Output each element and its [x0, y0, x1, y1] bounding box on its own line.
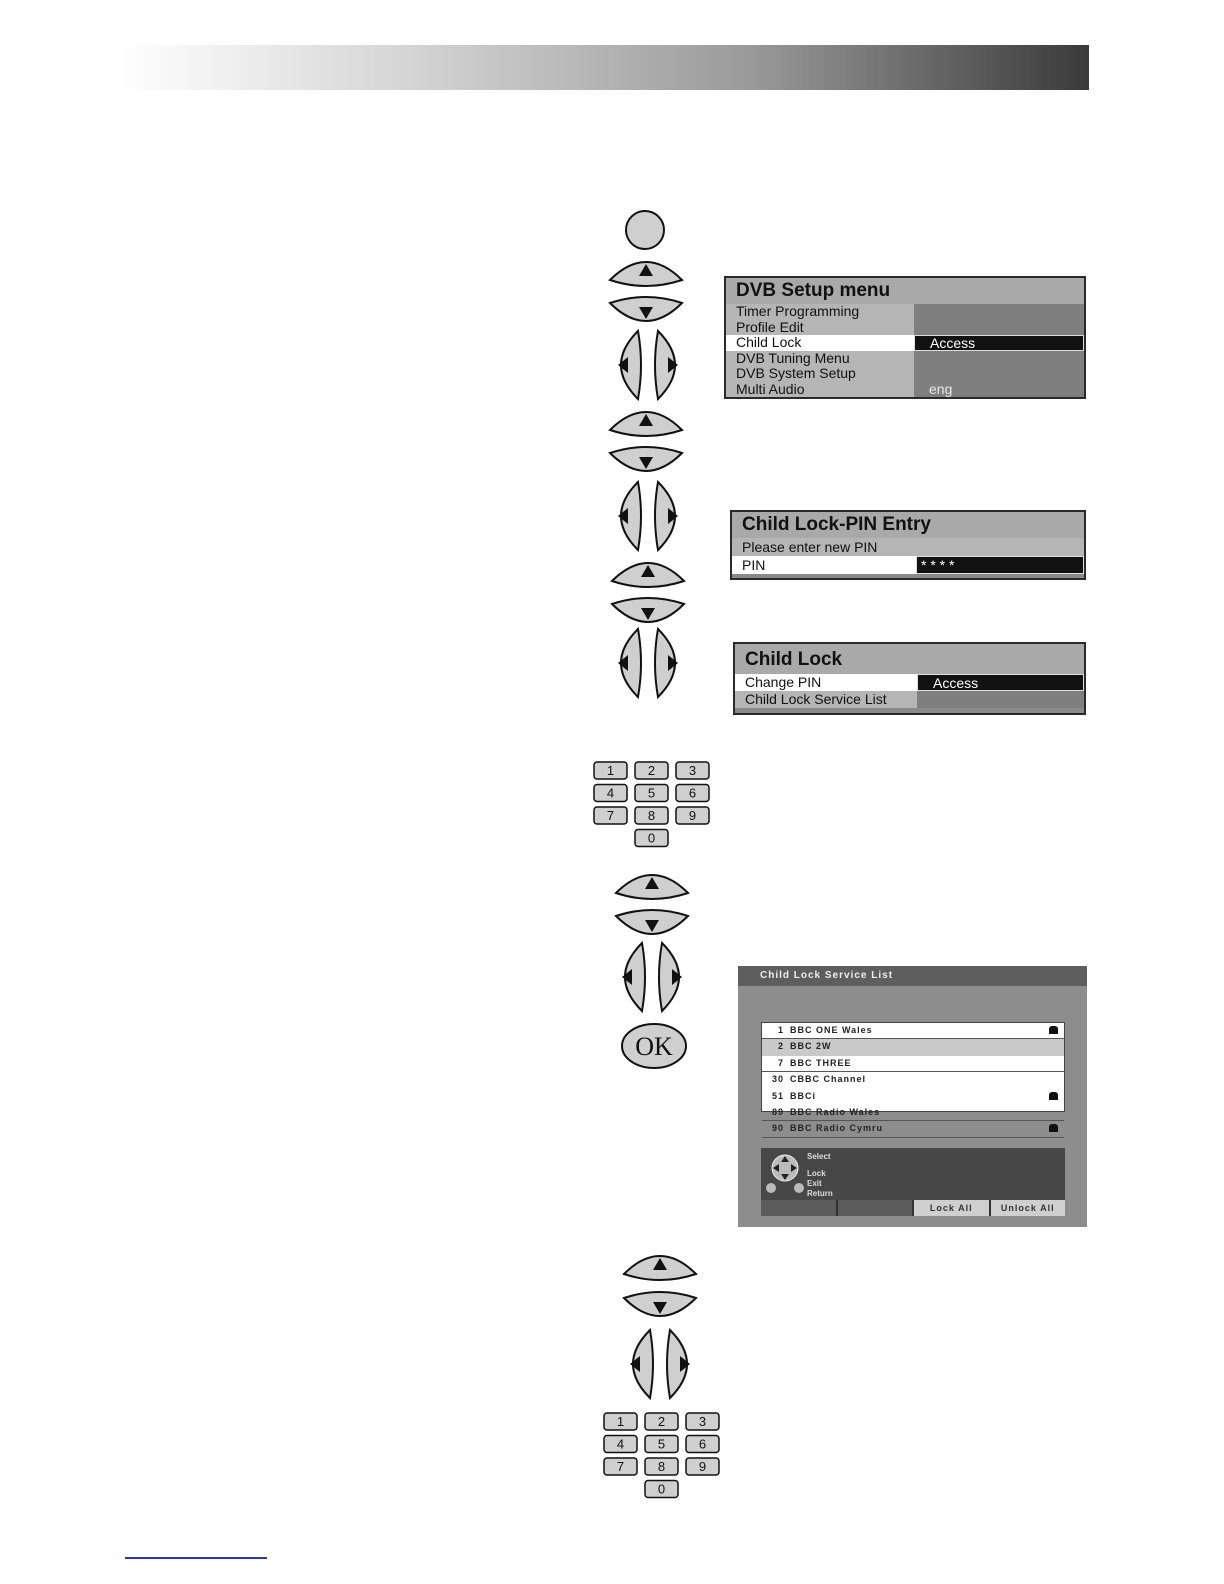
pin-entry-screen — [730, 510, 1086, 580]
keypad-key-label: 1 — [616, 1414, 625, 1429]
number-keypad — [594, 762, 709, 847]
left-right-arrow-icon — [630, 1330, 690, 1398]
service-number: 30 — [771, 1074, 784, 1085]
pin-row — [732, 556, 1084, 574]
service-number: 2 — [777, 1041, 784, 1052]
child-lock-item-label: Change PIN — [735, 674, 917, 691]
remote-navigation-icon — [763, 1150, 813, 1200]
service-list-title: Child Lock Service List — [738, 966, 1087, 986]
help-exit: Exit — [807, 1179, 822, 1188]
service-list-button — [838, 1200, 913, 1216]
menu-item-label: Child Lock — [726, 335, 914, 351]
up-arrow-icon — [612, 563, 684, 587]
service-number: 1 — [777, 1025, 784, 1035]
menu-item-label: Multi Audio — [726, 382, 914, 398]
child-lock-screen — [733, 642, 1086, 715]
left-right-arrow-icon — [622, 943, 682, 1011]
menu-item-value — [914, 366, 1084, 382]
keypad-key-label: 3 — [698, 1414, 707, 1429]
service-number: 90 — [771, 1123, 784, 1134]
down-arrow-icon — [616, 910, 688, 934]
service-number: 51 — [771, 1090, 784, 1101]
menu-title: DVB Setup menu — [726, 278, 1084, 304]
menu-item-value: eng — [914, 382, 1084, 398]
keypad-key-label: 7 — [606, 808, 615, 823]
service-list-button — [761, 1200, 836, 1216]
service-list-button: Unlock All — [991, 1200, 1066, 1216]
keypad-key-label: 0 — [647, 830, 656, 846]
child-lock-item-value — [917, 691, 1084, 708]
menu-item-label: DVB Tuning Menu — [726, 351, 914, 367]
service-name: BBCi — [790, 1090, 816, 1101]
menu-item-label: DVB System Setup — [726, 366, 914, 382]
keypad-key-label: 6 — [698, 1436, 707, 1452]
child-lock-item-label: Child Lock Service List — [735, 691, 917, 708]
pin-message-row — [732, 538, 1084, 556]
pin-label: PIN — [732, 556, 916, 574]
service-number: 7 — [777, 1057, 784, 1068]
service-list-button: Lock All — [914, 1200, 989, 1216]
child-lock-item-value: Access — [917, 674, 1084, 691]
service-name: BBC THREE — [790, 1057, 852, 1068]
service-list — [761, 1022, 1065, 1134]
menu-item-label: Profile Edit — [726, 320, 914, 336]
service-row — [762, 1072, 1064, 1088]
service-row — [762, 1023, 1064, 1039]
service-name: BBC Radio Wales — [790, 1106, 881, 1117]
keypad-key-label: 9 — [688, 808, 697, 823]
left-right-arrow-icon — [618, 482, 678, 550]
service-list-screen — [738, 966, 1087, 1227]
service-number: 89 — [771, 1106, 784, 1117]
keypad-key-label: 4 — [606, 785, 615, 801]
up-arrow-icon — [610, 262, 682, 286]
keypad-key-label: 5 — [647, 785, 656, 801]
service-list-buttons — [761, 1200, 1065, 1216]
pin-entry-title: Child Lock-PIN Entry — [732, 512, 1084, 538]
keypad-key-label: 6 — [688, 785, 697, 801]
header-bar — [120, 45, 1089, 90]
lock-icon — [1049, 1026, 1058, 1034]
left-right-arrow-icon — [618, 629, 678, 697]
left-right-arrow-icon — [618, 331, 678, 399]
menu-item-value — [914, 320, 1084, 336]
down-arrow-icon — [610, 297, 682, 321]
ok-label: OK — [635, 1032, 673, 1061]
menu-item-value — [914, 351, 1084, 367]
keypad-key-label: 5 — [657, 1436, 666, 1452]
keypad-key-label: 0 — [657, 1481, 666, 1497]
menu-button — [626, 211, 664, 249]
menu-item-value — [914, 304, 1084, 320]
service-name: BBC 2W — [790, 1041, 832, 1052]
keypad-key-label: 8 — [657, 1459, 666, 1474]
keypad-key-label: 9 — [698, 1459, 707, 1474]
service-row — [762, 1121, 1064, 1137]
keypad-key-label: 2 — [647, 763, 656, 778]
dvb-setup-menu — [724, 276, 1086, 399]
keypad-key-label: 8 — [647, 808, 656, 823]
child-lock-item — [735, 674, 1084, 691]
menu-item — [726, 351, 1084, 367]
up-arrow-icon — [610, 412, 682, 436]
service-name: BBC ONE Wales — [790, 1025, 873, 1035]
help-return: Return — [807, 1189, 833, 1198]
up-arrow-icon — [624, 1256, 696, 1280]
up-arrow-icon — [616, 875, 688, 899]
menu-item — [726, 335, 1084, 351]
service-row — [762, 1056, 1064, 1072]
service-row — [762, 1089, 1064, 1105]
menu-item — [726, 320, 1084, 336]
down-arrow-icon — [612, 598, 684, 622]
lock-icon — [1049, 1092, 1058, 1100]
keypad-key-label: 4 — [616, 1436, 625, 1452]
service-row — [762, 1105, 1064, 1121]
keypad-key-label: 2 — [657, 1414, 666, 1429]
service-row — [762, 1039, 1064, 1055]
help-select: Select — [807, 1152, 831, 1161]
child-lock-title: Child Lock — [735, 644, 1084, 674]
help-lock: Lock — [807, 1169, 826, 1178]
help-panel — [761, 1148, 1065, 1200]
number-keypad — [604, 1413, 719, 1498]
menu-item-label: Timer Programming — [726, 304, 914, 320]
footer-link-line — [125, 1557, 267, 1559]
menu-item — [726, 366, 1084, 382]
child-lock-item — [735, 691, 1084, 708]
menu-item-value: Access — [914, 335, 1084, 351]
down-arrow-icon — [624, 1292, 696, 1316]
menu-item — [726, 304, 1084, 320]
service-name: BBC Radio Cymru — [790, 1123, 884, 1134]
menu-item — [726, 382, 1084, 398]
pin-message: Please enter new PIN — [732, 538, 1084, 556]
lock-icon — [1049, 1124, 1058, 1132]
down-arrow-icon — [610, 447, 682, 471]
keypad-key-label: 1 — [606, 763, 615, 778]
keypad-key-label: 7 — [616, 1459, 625, 1474]
remote-illustrations — [580, 200, 740, 1510]
service-name: CBBC Channel — [790, 1074, 867, 1085]
pin-value: * * * * — [916, 556, 1084, 574]
keypad-key-label: 3 — [688, 763, 697, 778]
